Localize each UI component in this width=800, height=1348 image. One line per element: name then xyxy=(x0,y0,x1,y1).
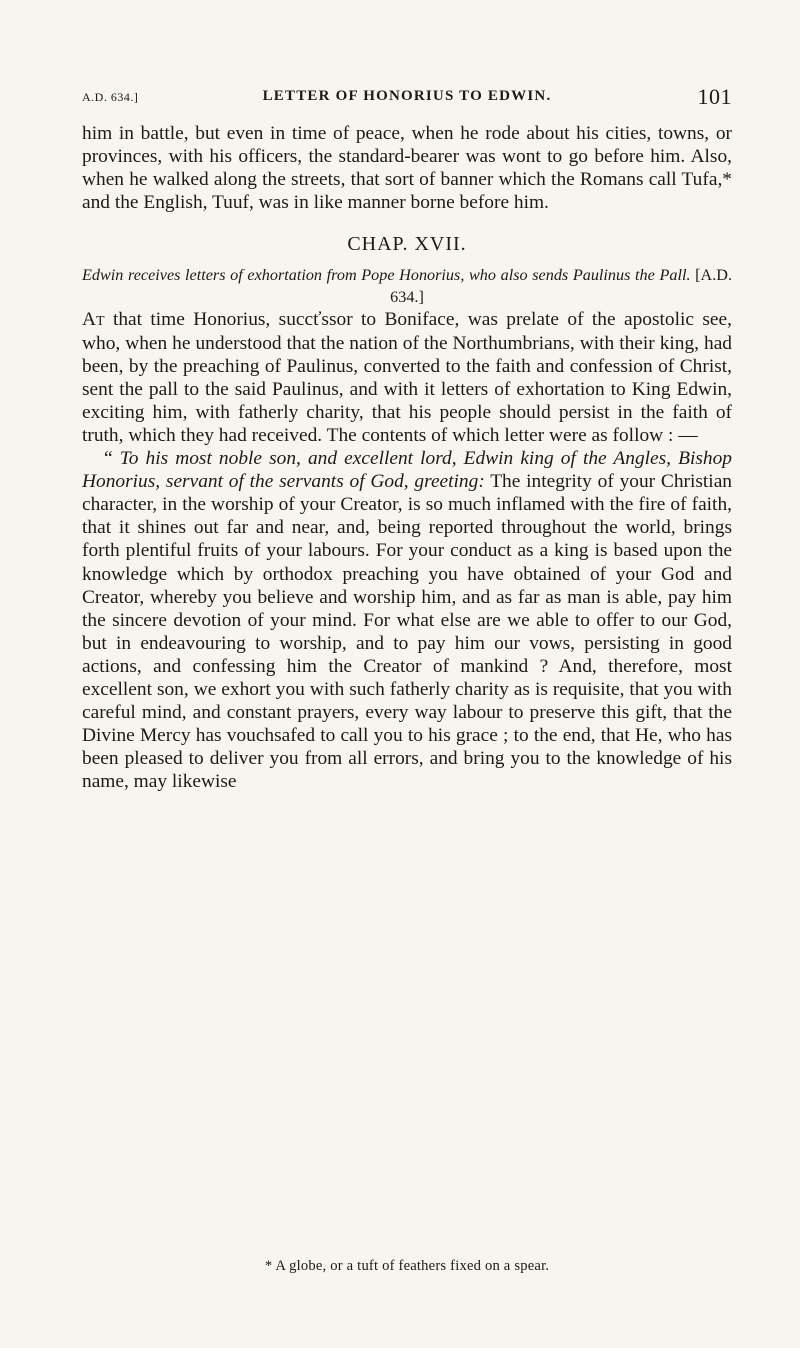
opening-paragraph-text: that time Honorius, succťssor to Boniface, was prelate of the apostolic see, who, when he understood that the nation of the Northumbrians, with their king, had been, by the preaching of Paulinus, converted to the faith and confession of Christ, sent the pall to the said Paulinus, and with it letters of exhortation to King Edwin, exciting him, with fatherly charity, that his people should persist in the faith of truth, which they had received. The contents of which letter were as follow : — xyxy=(82,309,732,446)
running-head-date: A.D. 634.] xyxy=(82,90,139,104)
paragraph-continued: him in battle, but even in time of peace, when he rode about his cities, towns, or provinces, with his officers, the standard-bearer was wont to go before him. Also, when he walked along the streets, that sort of banner which the Romans call Tufa,* and the English, Tuuf, was in like manner borne before him. xyxy=(82,123,732,214)
page-number: 101 xyxy=(697,84,732,109)
chapter-date: [A.D. 634.] xyxy=(390,266,733,307)
footnote: * A globe, or a tuft of feathers fixed on a spear. xyxy=(264,1258,550,1274)
opening-word: At xyxy=(82,309,105,331)
running-head-title: LETTER OF HONORIUS TO EDWIN. xyxy=(262,88,552,104)
running-head xyxy=(82,84,732,114)
chapter-summary xyxy=(82,264,732,308)
chapter-summary-text: Edwin receives letters of exhortation from Pope Honorius, who also sends Paulinus the Pall. xyxy=(82,266,691,285)
chapter-title: CHAP. XVII. xyxy=(347,233,467,256)
quote-mark: “ xyxy=(104,448,120,470)
paragraph-letter xyxy=(82,447,732,793)
body-text xyxy=(82,122,732,793)
paragraph-chapter-opening xyxy=(82,308,732,447)
letter-text: The integrity of your Christian character, in the worship of your Creator, is so much inflamed with the fire of faith, that it shines out far and near, and, being reported throughout the world, brings forth plentiful fruits of your labours. For your conduct as a king is based upon the knowledge which by orthodox preaching you have obtained of your God and Creator, whereby you believe and worship him, and as far as man is able, pay him the sincere devotion of your mind. For what else are we able to offer to our God, but in endeavouring to worship, and to pay him our vows, persisting in good actions, and confessing him the Creator of mankind ? And, therefore, most excellent son, we exhort you with such fatherly charity as is requisite, that you with careful mind, and constant prayers, every way labour to preserve this gift, that the Divine Mercy has vouchsafed to call you to his grace ; to the end, that He, who has been pleased to deliver you from all errors, and bring you to the knowledge of his name, may likewise xyxy=(82,471,732,793)
letter-salutation: To his most noble son, and excellent lord, Edwin king of the Angles, Bishop Honorius, servant of the servants of God, greeting: xyxy=(82,448,732,493)
